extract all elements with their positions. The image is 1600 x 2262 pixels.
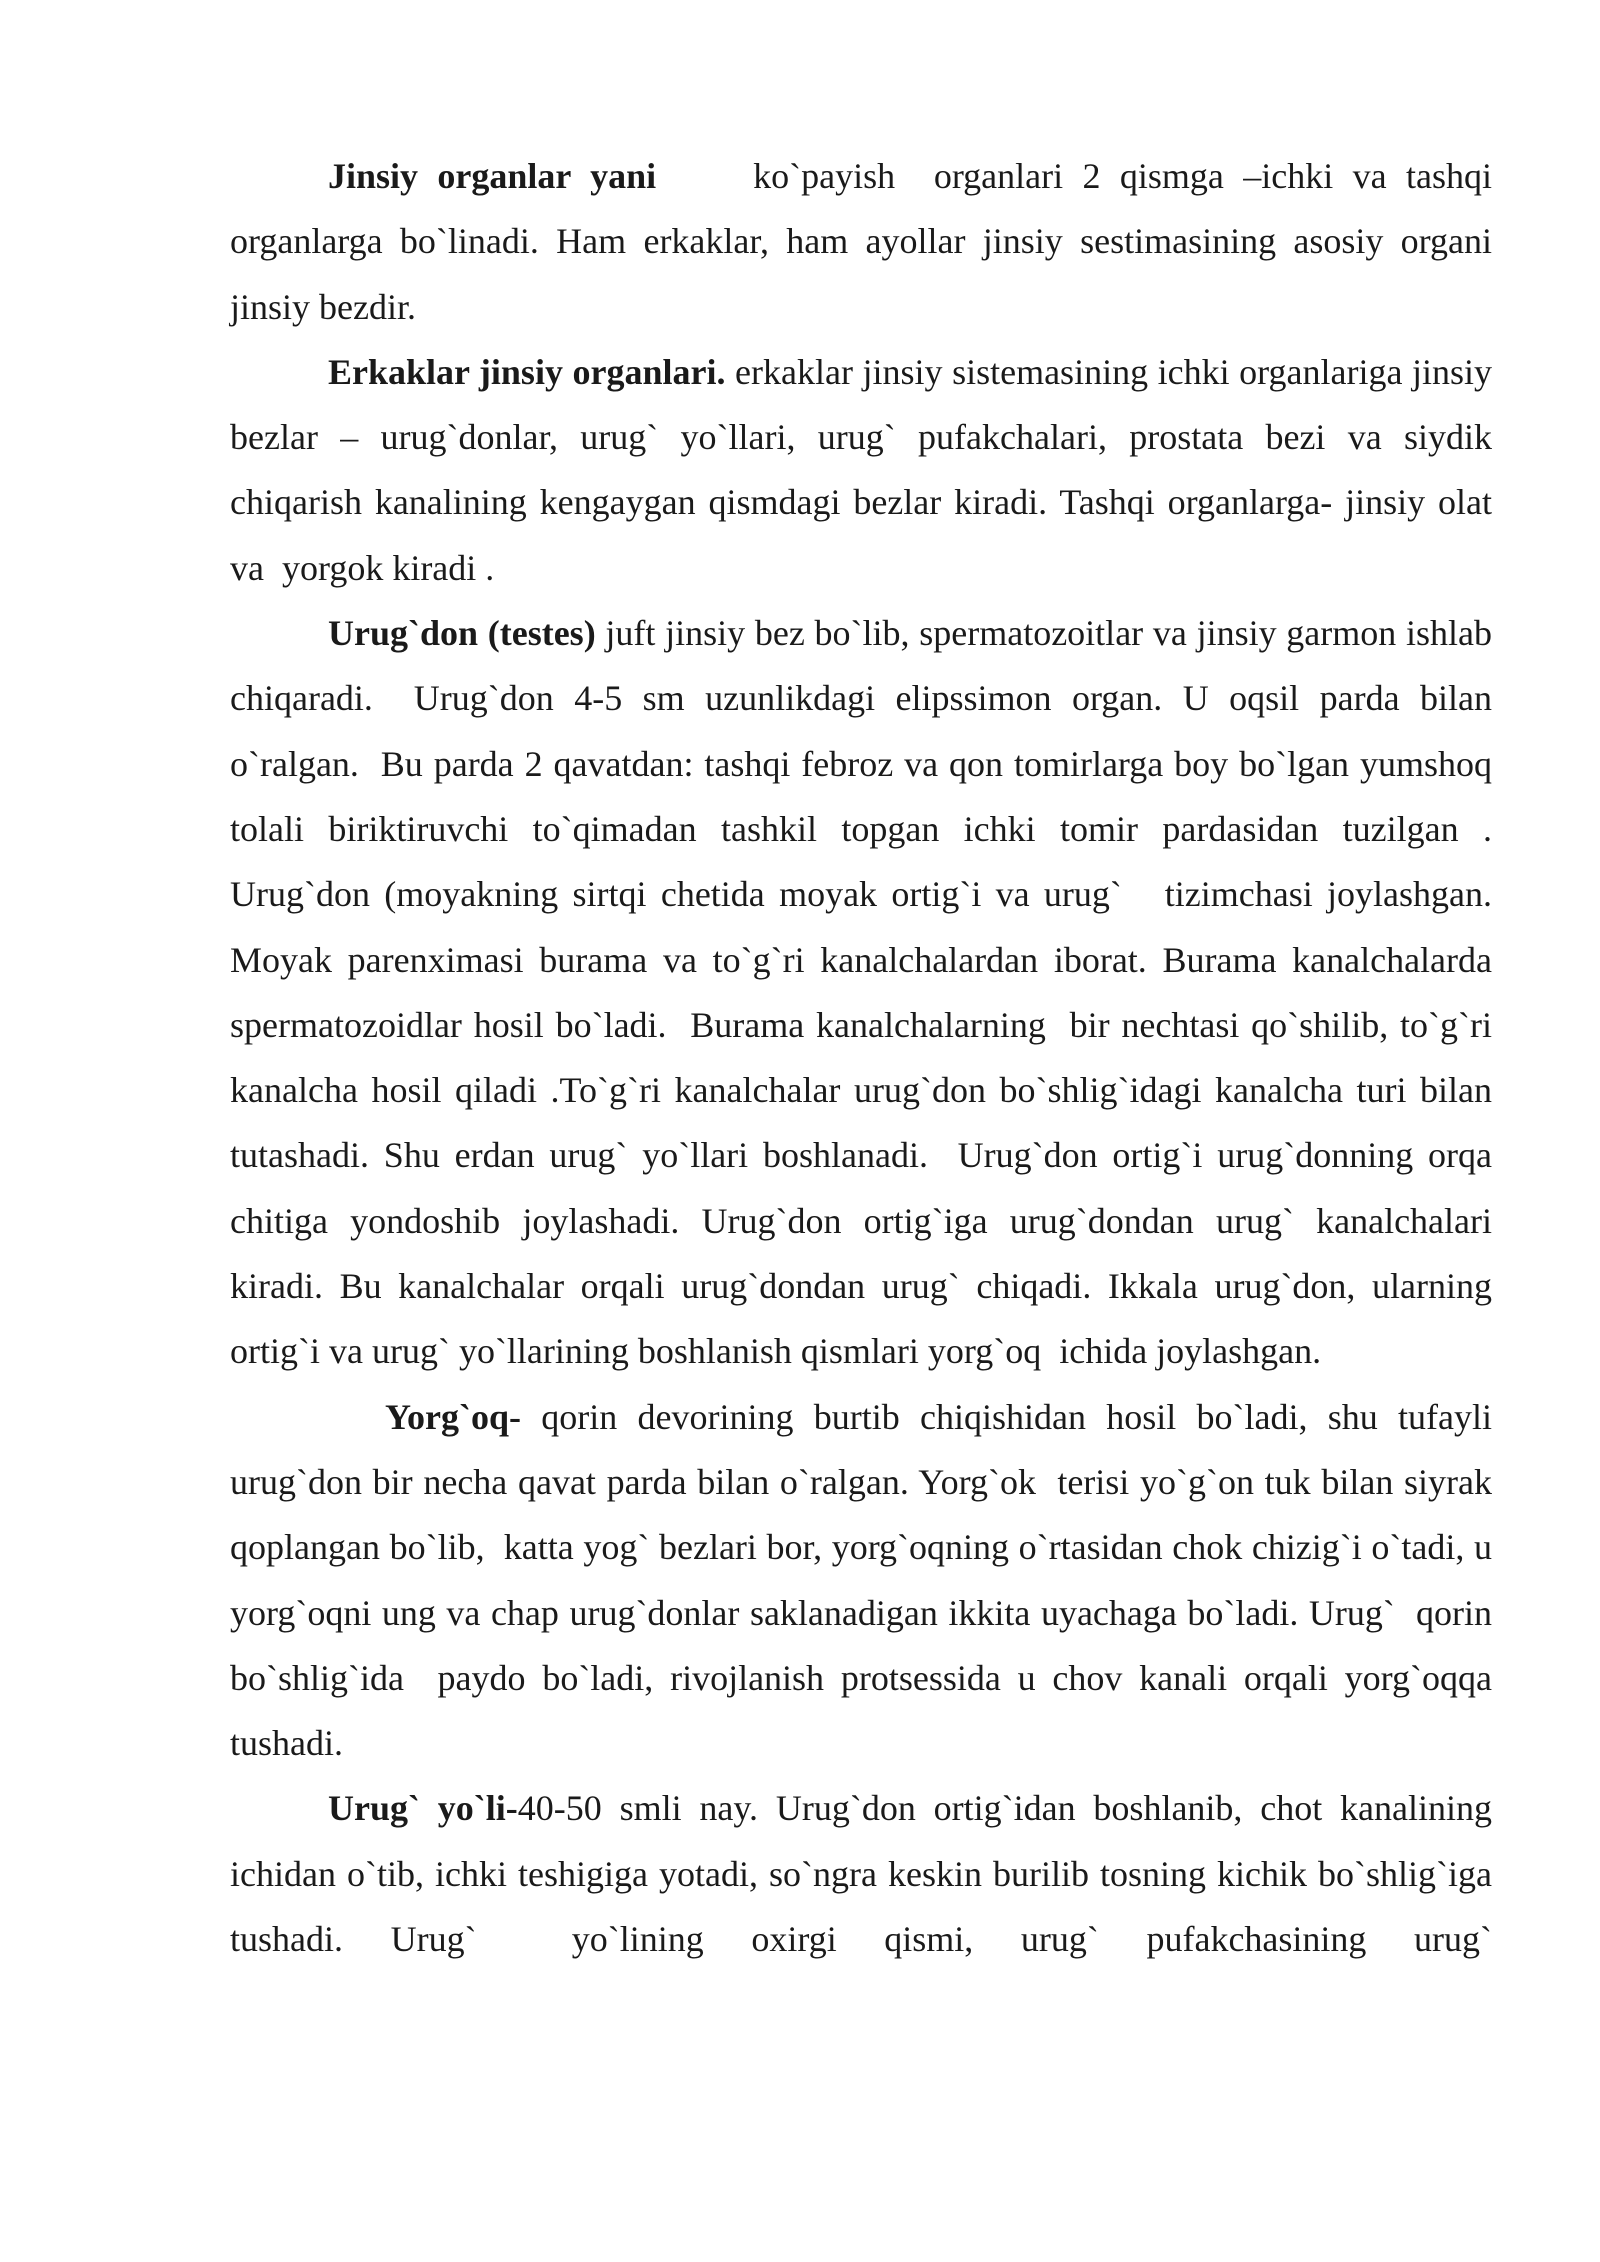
paragraph-text: qorin devorining burtib chiqishidan hosil bo`ladi, shu tufayli urug`don bir necha qavat parda bilan o`ralgan. Yorg`ok terisi yo`g`on tuk bilan siyrak qoplangan bo`lib, katta yog` bezlari bor, yorg`oqning o`rtasidan chok chizig`i o`tadi, u yorg`oqni ung va chap urug`donlar saklanadigan ikkita uyachaga bo`ladi. Urug` qorin bo`shlig`ida paydo bo`ladi, rivojlanish protsessida u chov kanali orqali yorg`oqqa tushadi.	[230, 1396, 1510, 1764]
paragraph-text: erkaklar jinsiy sistemasining ichki organlariga jinsiy bezlar – urug`donlar, urug` yo`llari, urug` pufakchalari, prostata bezi va siydik chiqarish kanalining kengaygan qismdagi bezlar kiradi. Tashqi organlarga- jinsiy olat va yorgok kiradi .	[230, 351, 1501, 588]
paragraph-text: 40-50 smli nay. Urug`don ortig`idan boshlanib, chot kanalining ichidan o`tib, ichki teshigiga yotadi, so`ngra keskin burilib tosning kichik bo`shlig`iga tushadi. Urug` yo`lining oxirgi qismi, urug` pufakchasining urug`	[230, 1788, 1501, 1960]
paragraph-erkaklar-jinsiy-organlari	[230, 340, 1501, 601]
paragraph-urugdon	[230, 601, 1510, 1385]
paragraph-term: Erkaklar jinsiy organlari.	[328, 351, 726, 392]
paragraph-term: Urug` yo`li-	[328, 1788, 518, 1829]
paragraph-urug-yoli	[230, 1776, 1501, 1972]
paragraph-term: Yorg`oq-	[385, 1396, 521, 1437]
paragraph-term: Jinsiy organlar yani	[328, 156, 657, 196]
document-page	[230, 144, 1510, 1972]
paragraph-term: Urug`don (testes)	[328, 613, 596, 654]
paragraph-yorgoq	[230, 1385, 1510, 1777]
paragraph-text: juft jinsiy bez bo`lib, spermatozoitlar va jinsiy garmon ishlab chiqaradi. Urug`don 4-5 sm uzunlikdagi elipssimon organ. U oqsil parda bilan o`ralgan. Bu parda 2 qavatdan: tashqi febroz va qon tomirlarga boy bo`lgan yumshoq tolali biriktiruvchi to`qimadan tashkil topgan ichki tomir pardasidan tuzilgan . Urug`don (moyakning sirtqi chetida moyak ortig`i va urug` tizimchasi joylashgan. Moyak parenximasi burama va to`g`ri kanalchalardan iborat. Burama kanalchalarda spermatozoidlar hosil bo`ladi. Burama kanalchalarning bir nechtasi qo`shilib, to`g`ri kanalcha hosil qiladi .To`g`ri kanalchalar urug`don bo`shlig`idagi kanalcha turi bilan tutashadi. Shu erdan urug` yo`llari boshlanadi. Urug`don ortig`i urug`donning orqa chitiga yondoshib joylashadi. Urug`don ortig`iga urug`dondan urug` kanalchalari kiradi. Bu kanalchalar orqali urug`dondan urug` chiqadi. Ikkala urug`don, ularning ortig`i va urug` yo`llarining boshlanish qismlari yorg`oq ichida joylashgan.	[230, 613, 1510, 1372]
paragraph-text: ko`payish organlari 2 qismga –ichki va tashqi organlarga bo`linadi. Ham erkaklar, ham ayollar jinsiy sestimasining asosiy organi jinsiy bezdir.	[230, 156, 1502, 327]
paragraph-jinsiy-organlar	[230, 144, 1502, 340]
